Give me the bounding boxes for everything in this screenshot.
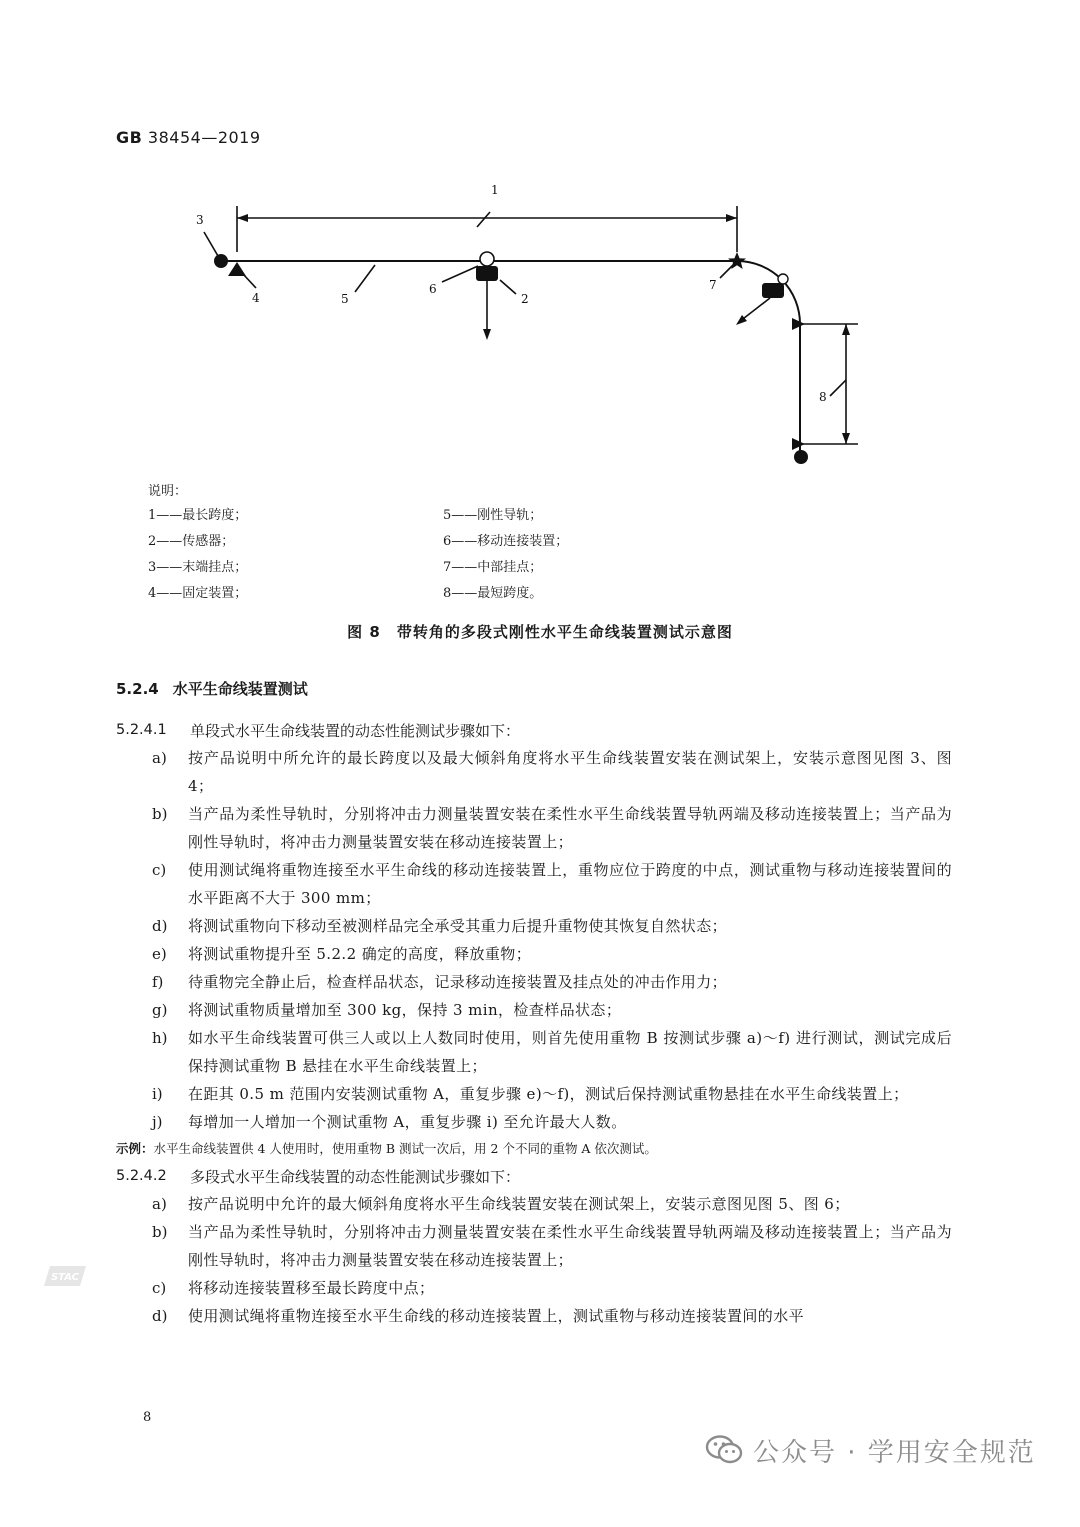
- watermark: [705, 1430, 1036, 1470]
- sensor-horizontal-icon: [476, 266, 498, 281]
- leader-4: [243, 274, 256, 288]
- fixing-device-triangle-icon: [228, 262, 246, 276]
- example-text: 水平生命线装置供 4 人使用时，使用重物 B 测试一次后，用 2 个不同的重物 A 依次测试。: [153, 1141, 657, 1156]
- clause-5-2-4-1: [116, 716, 952, 744]
- figure-label-4: 4: [252, 291, 260, 305]
- figure-label-2: 2: [521, 292, 529, 306]
- list-item: g) 将测试重物质量增加至 300 kg，保持 3 min，检查样品状态；: [152, 1001, 622, 1019]
- legend-item: 4——固定装置；: [148, 586, 248, 601]
- list-item: e) 将测试重物提升至 5.2.2 确定的高度，释放重物；: [152, 945, 532, 963]
- list-item: d) 使用测试绳将重物连接至水平生命线的移动连接装置上，测试重物与移动连接装置间的水平: [152, 1307, 805, 1325]
- legend-item: 3——末端挂点；: [148, 560, 248, 575]
- list-item: h) 如水平生命线装置可供三人或以上人数同时使用，则首先使用重物 B 按测试步骤 a)～f) 进行测试，测试完成后保持测试重物 B 悬挂在水平生命线装置上；: [152, 1029, 952, 1075]
- leader-5: [355, 265, 375, 292]
- wechat-icon: [705, 1434, 743, 1466]
- figure-caption: 图 8 带转角的多段式刚性水平生命线装置测试示意图: [347, 623, 733, 641]
- list-item: a) 按产品说明中允许的最大倾斜角度将水平生命线装置安装在测试架上，安装示意图见图 5、图 6；: [152, 1195, 850, 1213]
- legend-right-column: [443, 503, 568, 607]
- figure-label-6: 6: [429, 282, 437, 296]
- legend-left-column: [148, 503, 247, 607]
- stac-logo: [44, 1264, 88, 1288]
- leader-8: [830, 380, 846, 396]
- legend-item: 8——最短跨度。: [443, 586, 543, 601]
- document-body: [116, 716, 952, 1330]
- list-item: b) 当产品为柔性导轨时，分别将冲击力测量装置安装在柔性水平生命线装置导轨两端及移动连接装置上；当产品为刚性导轨时，将冲击力测量装置安装在移动连接装置上；: [152, 1223, 952, 1269]
- legend-title: 说明：: [148, 484, 188, 499]
- fixing-device-bottom-icon: [792, 438, 805, 450]
- figure-label-5: 5: [341, 292, 349, 306]
- example-label: 示例：: [116, 1141, 154, 1156]
- page-number: 8: [143, 1410, 152, 1425]
- leader-6: [442, 266, 478, 282]
- figure-label-7: 7: [709, 278, 717, 292]
- clause-text: 单段式水平生命线装置的动态性能测试步骤如下：: [190, 721, 521, 740]
- watermark-text: 公众号 · 学用安全规范: [753, 1437, 1036, 1468]
- legend-item: 5——刚性导轨；: [443, 508, 543, 523]
- svg-text:STAC: STAC: [50, 1272, 80, 1283]
- clause-text: 多段式水平生命线装置的动态性能测试步骤如下：: [190, 1167, 521, 1186]
- leader-7: [720, 265, 733, 278]
- legend-item: 6——移动连接装置；: [443, 534, 569, 549]
- figure-label-8: 8: [819, 390, 827, 404]
- standard-prefix: GB: [116, 128, 143, 147]
- clause-5-2-4-2: [116, 1162, 952, 1190]
- leader-2: [500, 280, 516, 294]
- list-item: i) 在距其 0.5 m 范围内安装测试重物 A，重复步骤 e)～f)，测试后保持测试重物悬挂在水平生命线装置上；: [152, 1085, 909, 1103]
- legend-item: 7——中部挂点；: [443, 560, 543, 575]
- list-item: c) 使用测试绳将重物连接至水平生命线的移动连接装置上，重物应位于跨度的中点，测试重物与移动连接装置间的水平距离不大于 300 mm；: [152, 861, 952, 907]
- end-anchor-left-icon: [214, 254, 228, 268]
- example-note: [116, 1136, 952, 1162]
- legend-item: 1——最长跨度；: [148, 508, 248, 523]
- standard-number: 38454—2019: [147, 128, 261, 147]
- standard-header: [116, 128, 261, 147]
- moving-connector-icon: [480, 252, 494, 266]
- list-item: d) 将测试重物向下移动至被测样品完全承受其重力后提升重物使其恢复自然状态；: [152, 917, 728, 935]
- list-item: f) 待重物完全静止后，检查样品状态，记录移动连接装置及挂点处的冲击作用力；: [152, 973, 728, 991]
- sensor-corner-icon: [762, 283, 784, 298]
- leader-3: [204, 232, 218, 256]
- fixing-device-top-icon: [792, 318, 805, 330]
- legend-item: 2——传感器；: [148, 534, 235, 549]
- section-title: 水平生命线装置测试: [172, 680, 308, 698]
- clause-number: 5.2.4.2: [116, 1168, 167, 1184]
- clause-number: 5.2.4.1: [116, 722, 167, 738]
- list-item: c) 将移动连接装置移至最长跨度中点；: [152, 1279, 435, 1297]
- figure-label-3: 3: [196, 213, 204, 227]
- leader-1: [477, 212, 490, 227]
- section-heading: [116, 678, 308, 699]
- figure-label-1: 1: [491, 183, 499, 197]
- list-item: a) 按产品说明中所允许的最长跨度以及最大倾斜角度将水平生命线装置安装在测试架上，安装示意图见图 3、图 4；: [152, 749, 952, 795]
- end-anchor-bottom-icon: [794, 450, 808, 464]
- section-number: 5.2.4: [116, 680, 159, 698]
- moving-connector-corner-icon: [778, 274, 788, 284]
- figure-8-diagram: [0, 170, 1080, 470]
- list-item: b) 当产品为柔性导轨时，分别将冲击力测量装置安装在柔性水平生命线装置导轨两端及移动连接装置上；当产品为刚性导轨时，将冲击力测量装置安装在移动连接装置上；: [152, 805, 952, 851]
- list-item: j) 每增加一人增加一个测试重物 A，重复步骤 i) 至允许最大人数。: [152, 1113, 627, 1131]
